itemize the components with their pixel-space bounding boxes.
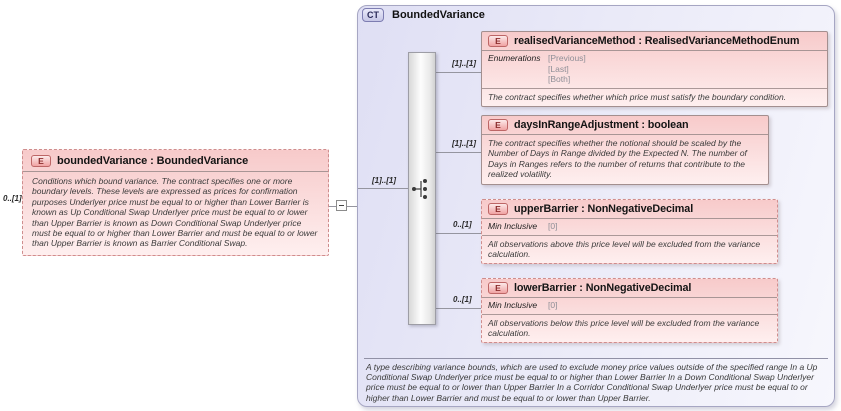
complextype-title: BoundedVariance — [392, 9, 485, 21]
facet-label: Min Inclusive — [488, 300, 538, 310]
facet-value: [0] — [548, 221, 558, 231]
cardinality-root: 0..[1] — [3, 194, 22, 203]
connector-line — [358, 188, 408, 189]
collapse-toggle minus-icon[interactable] — [336, 200, 347, 211]
element-annotation: All observations below this price level will be excluded from the variance calculation. — [488, 317, 760, 338]
element-box-daysInRangeAdjustment[interactable] — [481, 115, 769, 185]
facet-value: [Last] — [548, 63, 569, 74]
facet-min-inclusive — [482, 298, 777, 315]
element-title: realisedVarianceMethod : RealisedVarianceMethodEnum — [514, 35, 800, 47]
cardinality-child-3: 0..[1] — [453, 220, 472, 229]
complextype-annotation: A type describing variance bounds, which are used to exclude money price values outside of the specified range In a Up Conditional Swap Underlyer price must be equal to or higher than Lower Barrier In a Down Conditional Swap Underlyer price must be equal to or lower than Upper Barrier In a Corridor Conditional Swap Underlyer price must be equal to or higher than Lower Barrier and must be equal to or lower than Upper Barrier. — [366, 362, 818, 403]
element-title: boundedVariance : BoundedVariance — [57, 155, 249, 167]
element-title: upperBarrier : NonNegativeDecimal — [514, 203, 694, 215]
connector-line — [436, 233, 481, 234]
element-title: lowerBarrier : NonNegativeDecimal — [514, 282, 692, 294]
element-icon: E — [31, 155, 51, 167]
element-box-lowerBarrier[interactable] — [481, 278, 778, 343]
cardinality-child-2: [1]..[1] — [452, 139, 476, 148]
facet-label: Min Inclusive — [488, 221, 538, 231]
element-annotation: All observations above this price level will be excluded from the variance calculation. — [488, 238, 761, 259]
element-title: daysInRangeAdjustment : boolean — [514, 119, 689, 131]
complextype-icon: CT — [362, 8, 384, 22]
facet-value: [0] — [548, 300, 558, 310]
element-icon: E — [488, 35, 508, 47]
facet-min-inclusive — [482, 219, 777, 236]
element-icon: E — [488, 282, 508, 294]
element-box-realisedVarianceMethod[interactable] — [481, 31, 828, 107]
element-icon: E — [488, 119, 508, 131]
cardinality-child-4: 0..[1] — [453, 295, 472, 304]
cardinality-child-1: [1]..[1] — [452, 59, 476, 68]
element-annotation: The contract specifies whether which price must satisfy the boundary condition. — [488, 91, 787, 102]
facet-label: Enumerations — [488, 53, 541, 63]
element-header — [23, 150, 328, 172]
element-box-upperBarrier[interactable] — [481, 199, 778, 264]
facet-values — [548, 221, 557, 232]
facet-values — [548, 53, 586, 85]
facet-value: [Previous] — [548, 53, 586, 63]
facet-value: [Both] — [548, 74, 571, 84]
connector-line — [436, 152, 481, 153]
element-header — [482, 279, 777, 298]
facet-values — [548, 300, 557, 311]
connector-line — [436, 72, 481, 73]
complextype-header — [362, 8, 485, 22]
sequence-icon — [410, 177, 430, 201]
cardinality-compositor: [1]..[1] — [372, 176, 396, 185]
element-box-boundedVariance[interactable] — [22, 149, 329, 256]
connector-line — [436, 308, 481, 309]
element-annotation: Conditions which bound variance. The contract specifies one or more boundary levels. These levels are expressed as prices for confirmation purposes Underlyer price must be equal to or higher than Lower Barrier is known as Up Conditional Swap Underlyer price must be equal to or lower than Upper Barrier is known as Down Conditional Swap Underlyer price must be equal to or higher than Lower Barrier and must be equal to or lower than Upper Barrier is known as Barrier Conditional Swap. — [32, 176, 318, 249]
element-header — [482, 116, 768, 135]
element-icon: E — [488, 203, 508, 215]
facet-enumerations — [482, 51, 827, 89]
annotation-separator — [364, 358, 828, 359]
element-annotation: The contract specifies whether the notional should be scaled by the Number of Days in Range divided by the Expected N. The number of Days in Ranges refers to the number of returns that contribute to the realized volatility. — [488, 138, 747, 180]
element-header — [482, 200, 777, 219]
element-header — [482, 32, 827, 51]
